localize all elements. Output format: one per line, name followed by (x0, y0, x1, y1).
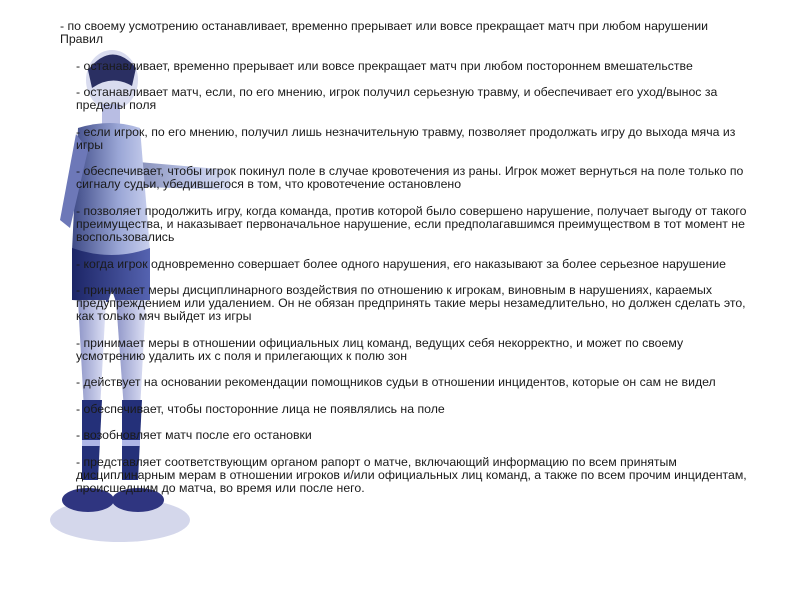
duty-item: - действует на основании рекомендации помощников судьи в отношении инцидентов, которые он сам не видел (76, 375, 716, 390)
duty-item: - возобновляет матч после его остановки (76, 428, 312, 443)
duty-item: - останавливает, временно прерывает или вовсе прекращает матч при любом постороннем вмешательстве (76, 58, 693, 73)
duty-item: - обеспечивает, чтобы игрок покинул поле в случае кровотечения из раны. Игрок может вернуться на поле только по сигналу судьи, убедившегося в том, что кровотечение остановлено (76, 164, 744, 192)
duty-item: - когда игрок одновременно совершает более одного нарушения, его наказывают за более серьезное нарушение (76, 256, 726, 271)
duty-item: - останавливает матч, если, по его мнению, игрок получил серьезную травму, и обеспечивает его уход/вынос за пределы поля (76, 84, 718, 113)
duty-item: - если игрок, по его мнению, получил лишь незначительную травму, позволяет продолжать игру до выхода мяча из игры (76, 124, 736, 152)
duty-item: - принимает меры дисциплинарного воздействия по отношению к игрокам, виновным в нарушениях, караемых предупреждением или удалением. Он не обязан предпринять такие меры незамедлительно, но должен сделать это, как только мяч выйдет из игры (76, 282, 746, 324)
duty-item: - принимает меры в отношении официальных лиц команд, ведущих себя некорректно, и может по своему усмотрению удалить их с поля и прилегающих к полю зон (76, 335, 684, 363)
duty-item: - обеспечивает, чтобы посторонние лица не появлялись на поле (76, 401, 445, 416)
duty-item: - позволяет продолжить игру, когда команда, против которой было совершено нарушение, получает выгоду от такого преимущества, и наказывает первоначальное нарушение, если предполагавшимся преимуществом в тот момент не воспользовались (76, 203, 747, 245)
referee-duties-text (60, 20, 750, 508)
duty-item: - по своему усмотрению останавливает, временно прерывает или вовсе прекращает матч при любом нарушении Правил (60, 19, 708, 47)
duty-item: - представляет соответствующим органом рапорт о матче, включающий информацию по всем принятым дисциплинарным мерам в отношении игроков и/или официальных лиц команд, а также по всем прочим инцидентам, происшедшим до матча, во время или после него. (76, 454, 747, 495)
